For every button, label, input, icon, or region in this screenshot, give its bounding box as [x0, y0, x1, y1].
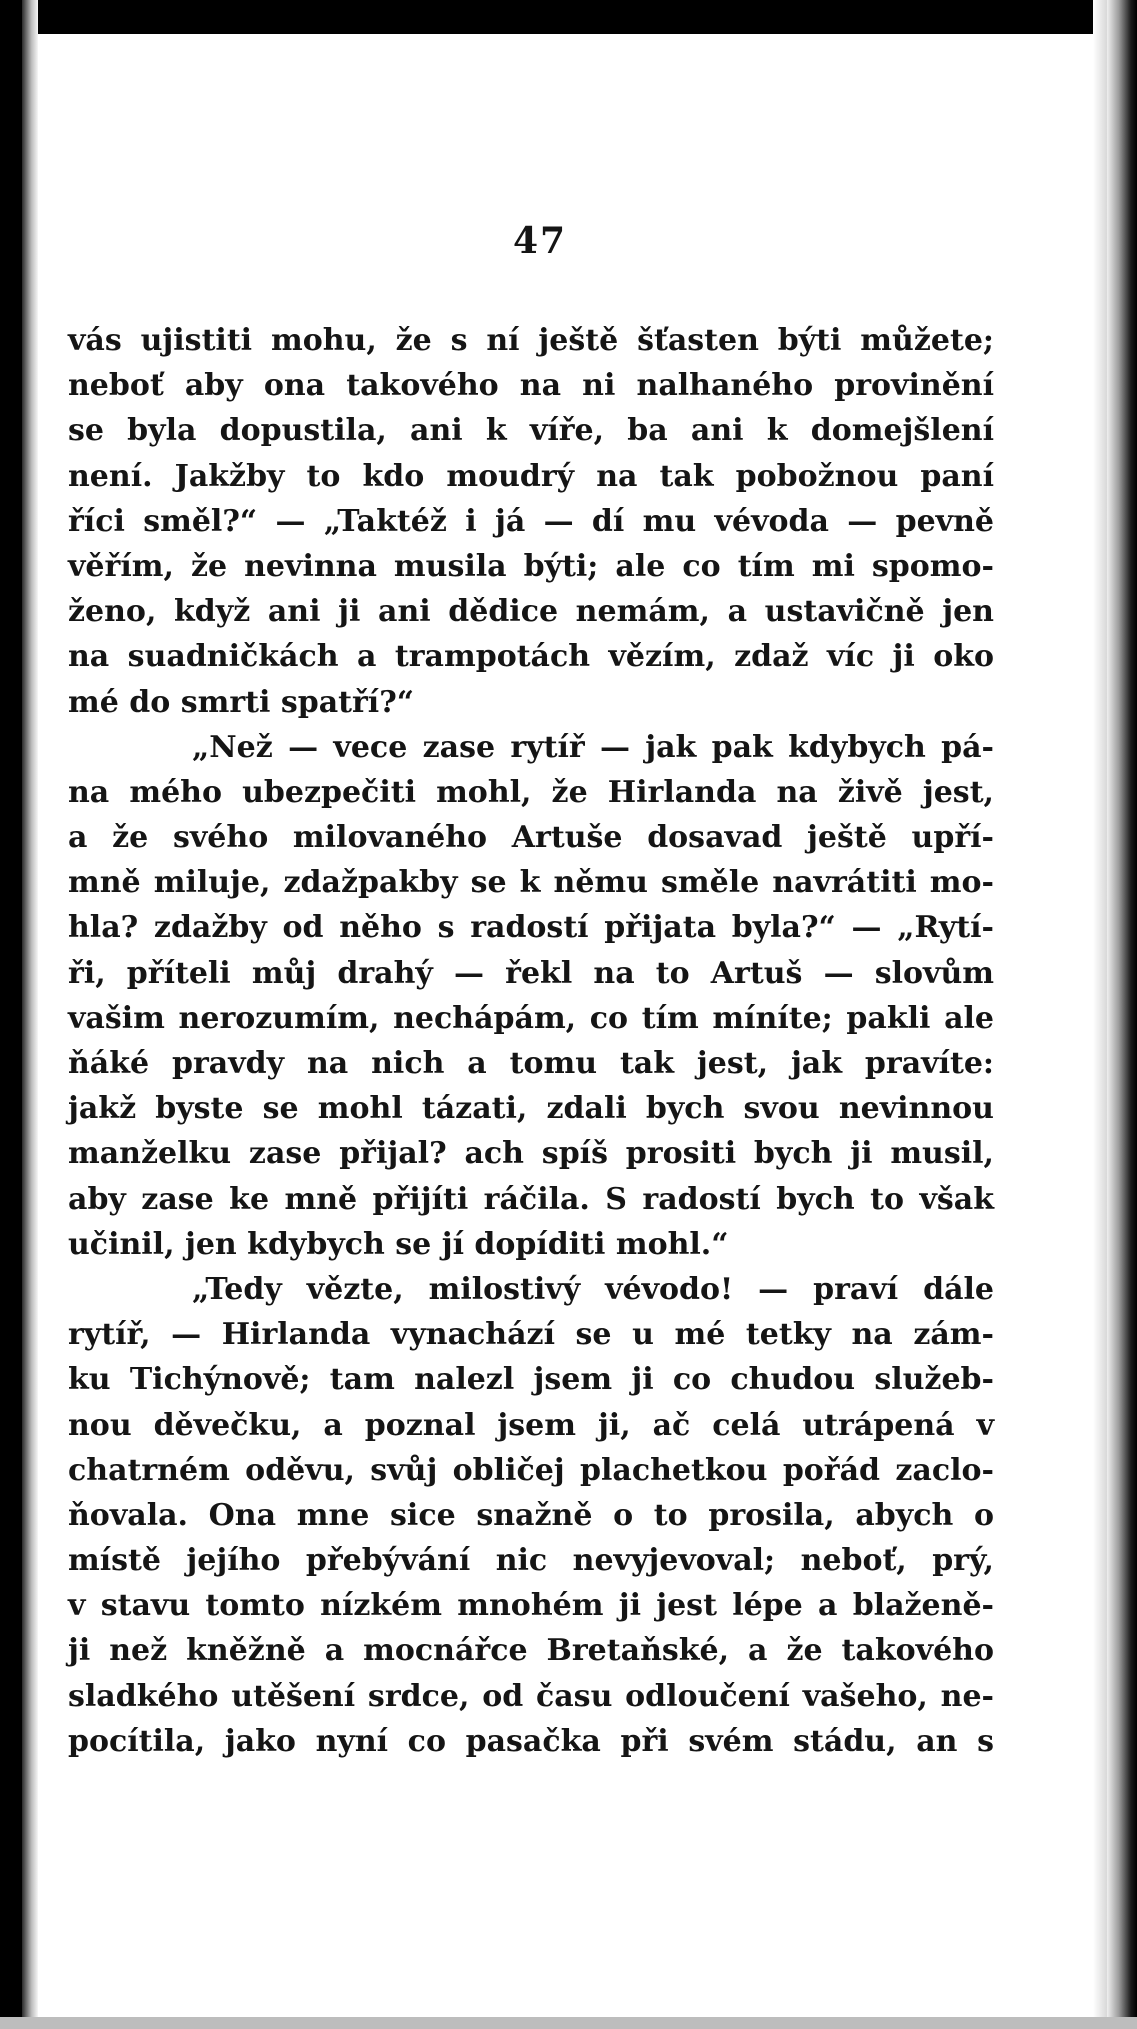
text-line: místě jejího přebývání nic nevyjevoval; neboť, prý, [68, 1543, 994, 1579]
text-line: není. Jakžby to kdo moudrý na tak pobožnou paní [68, 458, 994, 494]
text-line: ku Tichýnově; tam nalezl jsem ji co chudou služeb- [68, 1362, 994, 1398]
scan-edge-top [0, 0, 1137, 34]
text-line: manželku zase přijal? ach spíš prositi bych ji musil, [68, 1136, 994, 1172]
text-line: vašim nerozumím, nechápám, co tím míníte; pakli ale [68, 1000, 994, 1036]
text-line: „Tedy vězte, milostivý vévodo! — praví dále [192, 1271, 994, 1307]
scan-edge-right-shadow [1093, 0, 1107, 2029]
text-line: mně miluje, zdažpakby se k němu směle navrátiti mo- [68, 865, 994, 901]
text-line: rytíř, — Hirlanda vynachází se u mé tetky na zám- [68, 1317, 994, 1353]
scan-edge-right [1107, 0, 1137, 2029]
scan-edge-bottom [0, 2017, 1137, 2029]
text-line: učinil, jen kdybych se jí dopíditi mohl.“ [68, 1226, 729, 1262]
text-line: v stavu tomto nízkém mnohém ji jest lépe a blaženě- [68, 1588, 994, 1624]
scan-edge-left-shadow [22, 0, 38, 2029]
text-line: vás ujistiti mohu, že s ní ještě šťasten býti můžete; [68, 323, 994, 358]
text-line: mé do smrti spatří?“ [68, 684, 415, 720]
text-line: věřím, že nevinna musila býti; ale co tím mi spomo- [68, 548, 994, 584]
text-line: nou děvečku, a poznal jsem ji, ač celá utrápená v [68, 1407, 994, 1443]
text-line: ženo, když ani ji ani dědice nemám, a ustavičně jen [68, 594, 994, 630]
text-line: neboť aby ona takového na ni nalhaného provinění [68, 368, 994, 404]
text-line: jakž byste se mohl tázati, zdali bych svou nevinnou [68, 1091, 994, 1127]
text-line: ji než kněžně a mocnářce Bretaňské, a že takového [68, 1633, 994, 1669]
text-line: na suadničkách a trampotách vězím, zdaž víc ji oko [68, 639, 994, 675]
text-line: na mého ubezpečiti mohl, že Hirlanda na živě jest, [68, 774, 994, 810]
text-line: říci směl?“ — „Taktéž i já — dí mu vévoda — pevně [68, 503, 994, 539]
text-line: sladkého utěšení srdce, od času odloučení vašeho, ne- [68, 1678, 994, 1714]
text-line: „Než — vece zase rytíř — jak pak kdybych pá- [192, 729, 994, 765]
text-line: se byla dopustila, ani k víře, ba ani k domejšlení [68, 413, 994, 449]
text-line: ři, příteli můj drahý — řekl na to Artuš — slovům [68, 955, 994, 991]
text-line: pocítila, jako nyní co pasačka při svém stádu, an s [68, 1723, 994, 1759]
text-line: chatrném oděvu, svůj obličej plachetkou pořád zaclo- [68, 1452, 994, 1488]
text-line: hla? zdažby od něho s radostí přijata byla?“ — „Rytí- [68, 910, 994, 946]
text-line: a že svého milovaného Artuše dosavad ještě upří- [68, 820, 994, 856]
page-number: 47 [512, 220, 568, 262]
scan-edge-left [0, 0, 22, 2029]
text-line: aby zase ke mně přijíti ráčila. S radostí bych to však [68, 1181, 994, 1217]
text-line: ňovala. Ona mne sice snažně o to prosila, abych o [68, 1497, 994, 1533]
text-line: ňáké pravdy na nich a tomu tak jest, jak pravíte: [68, 1046, 994, 1081]
body-text [68, 318, 994, 1764]
